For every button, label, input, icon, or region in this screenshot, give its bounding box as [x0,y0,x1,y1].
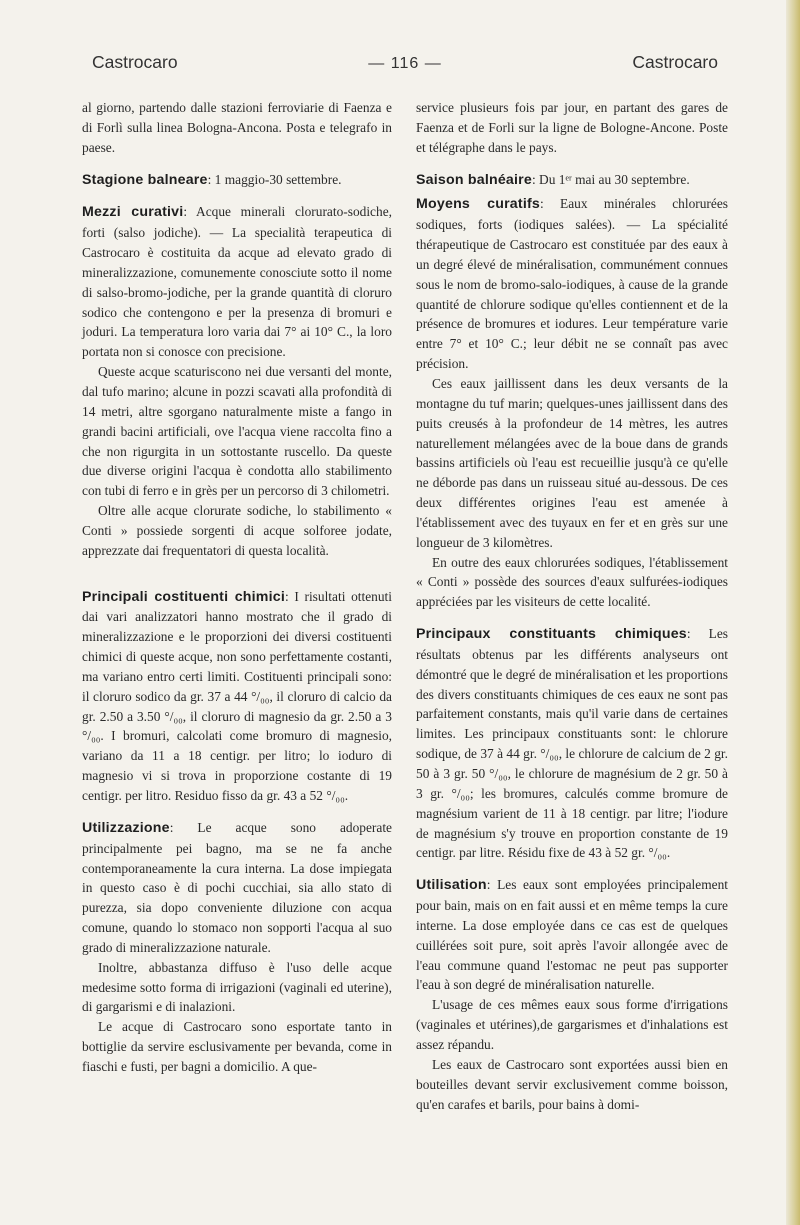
paragraph: al giorno, partendo dalle stazioni ferroviarie di Faenza e di Forlì sulla linea Bologna-Ancona. Posta e telegrafo in paese. [82,100,392,155]
paragraph-principali [82,587,392,806]
paragraph: Queste acque scaturiscono nei due versanti del monte, dal tufo marino; alcune in pozzi scavati alla profondità di 14 metri, altre sgorgano naturalmente miste a fango in grandi bacini artificiali, ove l'acqua viene raccolta fino a che non rigurgita in un sottostante ruscello. Da queste due diverse origini l'acqua è condotta allo stabilimento con tubi di ferro e in grès per un percorso di 3 chilometri. [82,364,392,499]
section-text: : Les résultats obtenus par les différents analyseurs ont démontré que le degré de minéralisation et les proportions des divers constituants chimiques de ces eaux ne sont pas parfaitement constants, mais qu'il varie dans de certaines limites. Les principaux constituants sont: le chlorure sodique, de 37 à 44 gr. °/₀₀, le chlorure de calcium de 2 gr. 50 à 3 gr. 50 °/₀₀, le chlorure de magnésium de 2 gr. 50 à 3 gr. °/₀₀; les bromures, calculés comme bromure de magnésium varient de 11 à 18 centigr. par litre; l'iodure de magnésium s'y trouve en proportion constante de 19 centigr. par litre. Résidu fixe de 43 à 52 gr. °/₀₀. [416,626,728,861]
page-number: — 116 — [368,55,442,72]
paragraph-utilizzazione [82,818,392,958]
section-heading: Moyens curatifs [416,196,540,213]
section-heading: Stagione balneare [82,171,208,188]
section-text: : Les eaux sont employées principalement pour bain, mais on en fait aussi et en même temps la cure interne. La dose employée dans ce cas est de quelques cuillérées soit pure, soit après l'avoir allongée avec de l'eau commune quand l'estomac ne peut pas supporter l'eau à son degré de minéralisation naturelle. [416,877,728,993]
paragraph: L'usage de ces mêmes eaux sous forme d'irrigations (vaginales et utérines),de gargarismes et d'inhalations est assez répandu. [416,997,728,1052]
section-heading: Utilisation [416,877,487,894]
section-text: : I risultati ottenuti dai vari analizzatori hanno mostrato che il grado di mineralizzazione e le proporzioni dei diversi costituenti chimici di queste acque, non sono perfettamente costanti, ma variano entro certi limiti. Costituenti principali sono: il cloruro sodico da gr. 37 a 44 °/₀₀, il cloruro di calcio da gr. 2.50 a 3.50 °/₀₀, il cloruro di magnesio da gr. 2.50 a 3 °/₀₀. I bromuri, calcolati come bromuro di magnesio, variano da 11 a 18 centigr. per litro; lo ioduro di magnesio vi si trova in proporzione costante di 19 centigr. per litro. Residuo fisso da gr. 43 a 52 °/₀₀. [82,588,392,803]
paragraph-stagione [82,170,392,191]
section-text: : Eaux minérales chlorurées sodiques, forts (iodiques salées). — La spécialité thérapeutique de Castrocaro est constituée par des eaux à un degré élevé de minéralisation, communément connues sous le nom de bromo-salo-iodiques, à cause de la grande quantité de chlorure sodique qu'elles contiennent et de la présence de bromures et iodures. Leur température varie entre 7° et 10° C.; leur débit ne se connaît pas avec précision. [416,196,728,372]
section-heading: Principaux constituants chimiques [416,626,687,643]
paragraph: Oltre alle acque clorurate sodiche, lo stabilimento « Conti » possiede sorgenti di acque solforee jodate, apprezzate dai frequentatori di questa località. [82,503,392,558]
section-text: : Du 1ᵉʳ mai au 30 septembre. [531,171,690,187]
section-text: : Le acque sono adoperate principalmente pei bagno, ma se ne fa anche contemporaneamente la cura interna. La dose impiegata in questo caso è di pochi cucchiai, sia allo stato di purezza, sia dopo conveniente diluzione con acqua comune, quando lo stomaco non sopporti l'acqua al suo grado di mineralizzazione naturale. [82,819,392,955]
section-heading: Saison balnéaire [416,171,532,188]
paragraph-utilisation [416,875,728,995]
header-left: Castrocaro [92,52,178,72]
paragraph: service plusieurs fois par jour, en partant des gares de Faenza et de Forli sur la ligne de Bologne-Ancone. Poste et télégraphe dans le pays. [416,100,728,155]
page-edge [786,0,800,1225]
section-heading: Utilizzazione [82,819,170,836]
paragraph: Les eaux de Castrocaro sont exportées aussi bien en bouteilles devant servir exclusivement comme boisson, qu'en carafes et barils, pour bains à domi- [416,1056,728,1112]
header-right: Castrocaro [632,52,718,72]
running-header [92,52,718,82]
paragraph: Ces eaux jaillissent dans les deux versants de la montagne du tuf marin; quelques-unes jaillissent dans des puits creusés à la profondeur de 14 mètres, les autres naturellement mélangées avec de la boue dans de grands bassins artificiels où l'eau est recueillie jusqu'à ce qu'elle ne déborde pas dans un ruisseau situé au-dessous. De ces deux différentes origines l'eau est amenée à l'établissement avec des tuyaux en fer et en grès sur une longueur de 3 kilomètres. [416,375,728,550]
section-heading: Mezzi curativi [82,204,184,221]
paragraph-mezzi [82,202,392,362]
section-text: : 1 maggio-30 settembre. [207,171,342,187]
paragraph: Inoltre, abbastanza diffuso è l'uso delle acque medesime sotto forma di irrigazioni (vaginali ed uterine), di gargarismi e di inalazioni. [82,959,392,1015]
paragraph: En outre des eaux chlorurées sodiques, l'établissement « Conti » possède des sources d'eaux sulfurées-iodiques appréciées par les visiteurs de cette localité. [416,554,728,610]
paragraph-saison [416,170,728,191]
section-heading: Principali costituenti chimici [82,588,285,605]
italian-column [82,98,392,1077]
paragraph-principaux [416,624,728,863]
paragraph-moyens [416,194,728,374]
paragraph: Le acque di Castrocaro sono esportate tanto in bottiglie da servire esclusivamente per bevanda, come in fiaschi e fusti, per bagni a domicilio. A que- [82,1019,392,1074]
section-text: : Acque minerali clorurato-sodiche, forti (salso jodiche). — La specialità terapeutica di Castrocaro è costituita da acque ad elevato grado di mineralizzazione, comunemente conosciute sotto il nome di salso-bromo-jodiche, per la grande quantità di cloruro sodico che contengono e per la presenza di bromuri e joduri. La temperatura loro varia dai 7° ai 10° C., la loro portata non si conosce con precisione. [82,204,392,360]
french-column [416,98,728,1114]
